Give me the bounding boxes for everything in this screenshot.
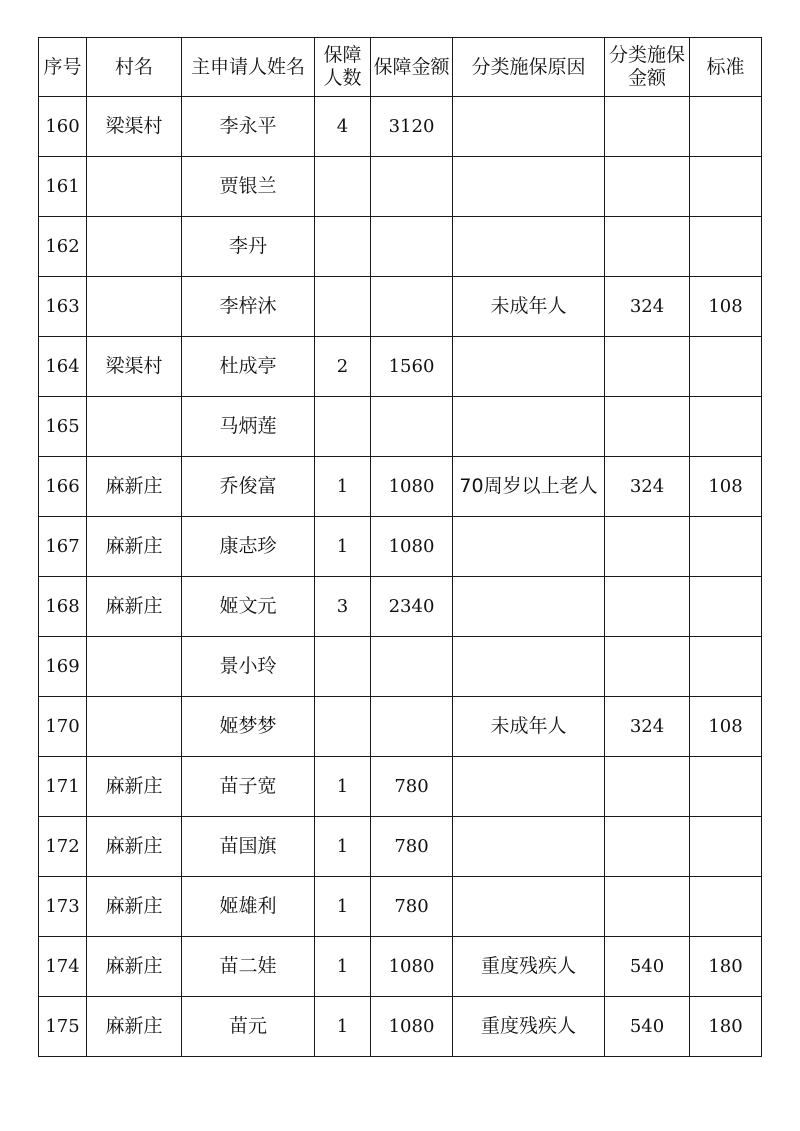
serial-no-cell: 166 [39, 457, 87, 517]
allowance-amount-cell [371, 697, 453, 757]
serial-no-cell: 164 [39, 337, 87, 397]
village-name-cell: 麻新庄 [87, 577, 182, 637]
applicant-name-cell: 苗子宽 [182, 757, 315, 817]
village-name-cell: 麻新庄 [87, 457, 182, 517]
allowance-amount-cell: 1080 [371, 517, 453, 577]
applicant-name-cell: 李丹 [182, 217, 315, 277]
header-applicant-name: 主申请人姓名 [182, 38, 315, 97]
category-amount-cell: 540 [605, 997, 690, 1057]
covered-persons-cell: 1 [315, 937, 371, 997]
serial-no-cell: 170 [39, 697, 87, 757]
category-amount-cell [605, 517, 690, 577]
allowance-amount-cell: 2340 [371, 577, 453, 637]
allowance-table [38, 37, 762, 1057]
category-amount-cell [605, 757, 690, 817]
covered-persons-cell [315, 157, 371, 217]
header-category-reason: 分类施保原因 [453, 38, 605, 97]
applicant-name-cell: 姬梦梦 [182, 697, 315, 757]
category-reason-cell: 未成年人 [453, 277, 605, 337]
table-row [39, 577, 762, 637]
serial-no-cell: 174 [39, 937, 87, 997]
village-name-cell [87, 157, 182, 217]
covered-persons-cell: 1 [315, 817, 371, 877]
category-reason-cell [453, 397, 605, 457]
applicant-name-cell: 康志珍 [182, 517, 315, 577]
applicant-name-cell: 贾银兰 [182, 157, 315, 217]
category-amount-cell [605, 397, 690, 457]
category-amount-cell: 324 [605, 277, 690, 337]
village-name-cell [87, 697, 182, 757]
allowance-amount-cell: 1080 [371, 997, 453, 1057]
header-covered-persons: 保障人数 [315, 38, 371, 97]
village-name-cell [87, 217, 182, 277]
header-allowance-amount: 保障金额 [371, 38, 453, 97]
standard-cell [690, 757, 762, 817]
standard-cell [690, 517, 762, 577]
covered-persons-cell [315, 397, 371, 457]
category-reason-cell: 重度残疾人 [453, 997, 605, 1057]
header-row [39, 38, 762, 97]
village-name-cell: 麻新庄 [87, 997, 182, 1057]
covered-persons-cell: 2 [315, 337, 371, 397]
village-name-cell: 梁渠村 [87, 337, 182, 397]
allowance-amount-cell: 3120 [371, 97, 453, 157]
village-name-cell: 麻新庄 [87, 757, 182, 817]
village-name-cell [87, 397, 182, 457]
category-reason-cell: 70周岁以上老人 [453, 457, 605, 517]
table-row [39, 517, 762, 577]
category-amount-cell [605, 817, 690, 877]
category-reason-cell [453, 157, 605, 217]
covered-persons-cell: 1 [315, 757, 371, 817]
allowance-amount-cell: 1080 [371, 937, 453, 997]
table-row [39, 277, 762, 337]
table-body [39, 97, 762, 1057]
table-row [39, 217, 762, 277]
table-row [39, 817, 762, 877]
table-row [39, 937, 762, 997]
category-amount-cell: 324 [605, 457, 690, 517]
category-reason-cell [453, 877, 605, 937]
applicant-name-cell: 苗二娃 [182, 937, 315, 997]
village-name-cell: 麻新庄 [87, 937, 182, 997]
serial-no-cell: 160 [39, 97, 87, 157]
category-amount-cell [605, 217, 690, 277]
applicant-name-cell: 杜成亭 [182, 337, 315, 397]
serial-no-cell: 167 [39, 517, 87, 577]
category-reason-cell [453, 817, 605, 877]
table-row [39, 397, 762, 457]
category-amount-cell [605, 337, 690, 397]
table-row [39, 877, 762, 937]
category-amount-cell: 324 [605, 697, 690, 757]
applicant-name-cell: 马炳莲 [182, 397, 315, 457]
standard-cell [690, 637, 762, 697]
covered-persons-cell: 1 [315, 517, 371, 577]
allowance-amount-cell [371, 217, 453, 277]
applicant-name-cell: 姬雄利 [182, 877, 315, 937]
standard-cell [690, 397, 762, 457]
serial-no-cell: 162 [39, 217, 87, 277]
allowance-amount-cell: 780 [371, 757, 453, 817]
category-reason-cell [453, 97, 605, 157]
standard-cell: 108 [690, 697, 762, 757]
applicant-name-cell: 乔俊富 [182, 457, 315, 517]
header-standard: 标准 [690, 38, 762, 97]
serial-no-cell: 172 [39, 817, 87, 877]
standard-cell [690, 817, 762, 877]
applicant-name-cell: 苗元 [182, 997, 315, 1057]
table-row [39, 337, 762, 397]
serial-no-cell: 175 [39, 997, 87, 1057]
village-name-cell: 麻新庄 [87, 817, 182, 877]
applicant-name-cell: 景小玲 [182, 637, 315, 697]
category-reason-cell: 未成年人 [453, 697, 605, 757]
category-amount-cell [605, 637, 690, 697]
serial-no-cell: 169 [39, 637, 87, 697]
category-amount-cell [605, 877, 690, 937]
table-row [39, 157, 762, 217]
serial-no-cell: 165 [39, 397, 87, 457]
standard-cell [690, 157, 762, 217]
covered-persons-cell: 3 [315, 577, 371, 637]
table-row [39, 757, 762, 817]
category-amount-cell [605, 157, 690, 217]
standard-cell: 180 [690, 937, 762, 997]
allowance-amount-cell [371, 157, 453, 217]
serial-no-cell: 173 [39, 877, 87, 937]
category-reason-cell [453, 577, 605, 637]
serial-no-cell: 171 [39, 757, 87, 817]
table-row [39, 697, 762, 757]
category-reason-cell [453, 217, 605, 277]
applicant-name-cell: 李梓沐 [182, 277, 315, 337]
allowance-amount-cell: 1560 [371, 337, 453, 397]
table-header [39, 38, 762, 97]
village-name-cell: 梁渠村 [87, 97, 182, 157]
village-name-cell: 麻新庄 [87, 517, 182, 577]
applicant-name-cell: 苗国旗 [182, 817, 315, 877]
table-row [39, 637, 762, 697]
allowance-amount-cell: 780 [371, 817, 453, 877]
covered-persons-cell [315, 217, 371, 277]
covered-persons-cell [315, 637, 371, 697]
covered-persons-cell: 4 [315, 97, 371, 157]
standard-cell [690, 97, 762, 157]
table-row [39, 997, 762, 1057]
village-name-cell [87, 637, 182, 697]
category-reason-cell: 重度残疾人 [453, 937, 605, 997]
standard-cell [690, 877, 762, 937]
header-serial-no: 序号 [39, 38, 87, 97]
category-amount-cell [605, 97, 690, 157]
category-amount-cell [605, 577, 690, 637]
applicant-name-cell: 李永平 [182, 97, 315, 157]
covered-persons-cell: 1 [315, 997, 371, 1057]
category-reason-cell [453, 517, 605, 577]
allowance-amount-cell [371, 397, 453, 457]
category-amount-cell: 540 [605, 937, 690, 997]
applicant-name-cell: 姬文元 [182, 577, 315, 637]
allowance-amount-cell [371, 277, 453, 337]
category-reason-cell [453, 637, 605, 697]
allowance-amount-cell [371, 637, 453, 697]
table-row [39, 97, 762, 157]
allowance-amount-cell: 780 [371, 877, 453, 937]
covered-persons-cell: 1 [315, 457, 371, 517]
standard-cell: 108 [690, 457, 762, 517]
serial-no-cell: 168 [39, 577, 87, 637]
serial-no-cell: 161 [39, 157, 87, 217]
covered-persons-cell [315, 697, 371, 757]
standard-cell [690, 337, 762, 397]
covered-persons-cell [315, 277, 371, 337]
standard-cell [690, 577, 762, 637]
header-village-name: 村名 [87, 38, 182, 97]
header-category-amount: 分类施保金额 [605, 38, 690, 97]
standard-cell [690, 217, 762, 277]
village-name-cell [87, 277, 182, 337]
allowance-amount-cell: 1080 [371, 457, 453, 517]
category-reason-cell [453, 757, 605, 817]
standard-cell: 180 [690, 997, 762, 1057]
serial-no-cell: 163 [39, 277, 87, 337]
standard-cell: 108 [690, 277, 762, 337]
table-row [39, 457, 762, 517]
category-reason-cell [453, 337, 605, 397]
village-name-cell: 麻新庄 [87, 877, 182, 937]
covered-persons-cell: 1 [315, 877, 371, 937]
